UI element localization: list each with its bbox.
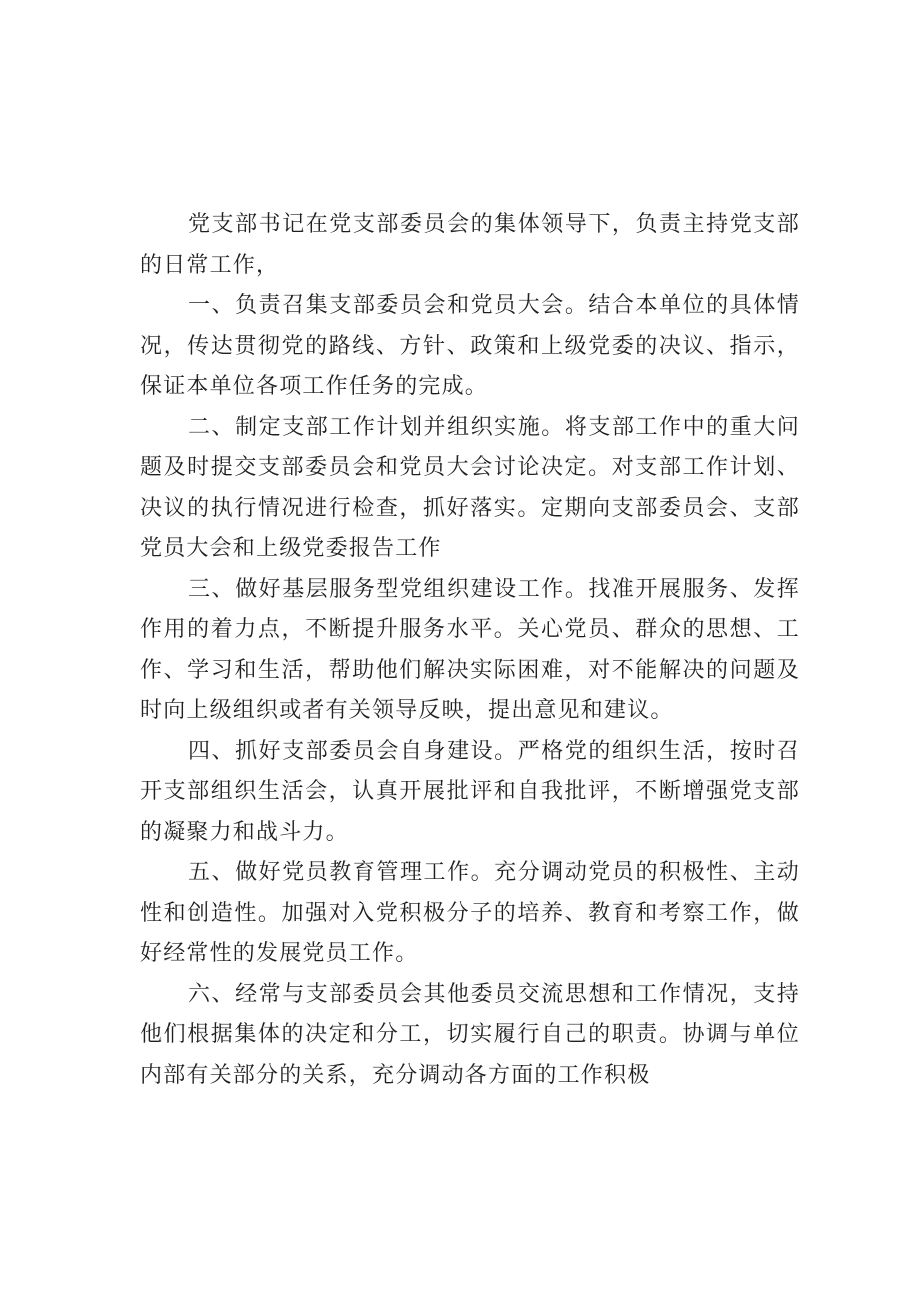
paragraph-duty-1: 一、负责召集支部委员会和党员大会。结合本单位的具体情况，传达贯彻党的路线、方针、政策和上级党委的决议、指示，保证本单位各项工作任务的完成。 [140, 293, 800, 399]
paragraph-duty-5: 五、做好党员教育管理工作。充分调动党员的积极性、主动性和创造性。加强对入党积极分子的培养、教育和考察工作，做好经常性的发展党员工作。 [140, 860, 800, 966]
paragraph-duty-4: 四、抓好支部委员会自身建设。严格党的组织生活，按时召开支部组织生活会，认真开展批评和自我批评，不断增强党支部的凝聚力和战斗力。 [140, 738, 800, 845]
paragraph-duty-6: 六、经常与支部委员会其他委员交流思想和工作情况，支持他们根据集体的决定和分工，切实履行自己的职责。协调与单位内部有关部分的关系，充分调动各方面的工作积极 [140, 981, 800, 1088]
document-body [140, 205, 800, 1096]
paragraph-duty-2: 二、制定支部工作计划并组织实施。将支部工作中的重大问题及时提交支部委员会和党员大会讨论决定。对支部工作计划、决议的执行情况进行检查，抓好落实。定期向支部委员会、支部党员大会和上级党委报告工作 [140, 414, 800, 561]
paragraph-intro: 党支部书记在党支部委员会的集体领导下，负责主持党支部的日常工作， [140, 212, 800, 278]
paragraph-duty-3: 三、做好基层服务型党组织建设工作。找准开展服务、发挥作用的着力点，不断提升服务水平。关心党员、群众的思想、工作、学习和生活，帮助他们解决实际困难，对不能解决的问题及时向上级组织或者有关领导反映，提出意见和建议。 [140, 576, 800, 723]
